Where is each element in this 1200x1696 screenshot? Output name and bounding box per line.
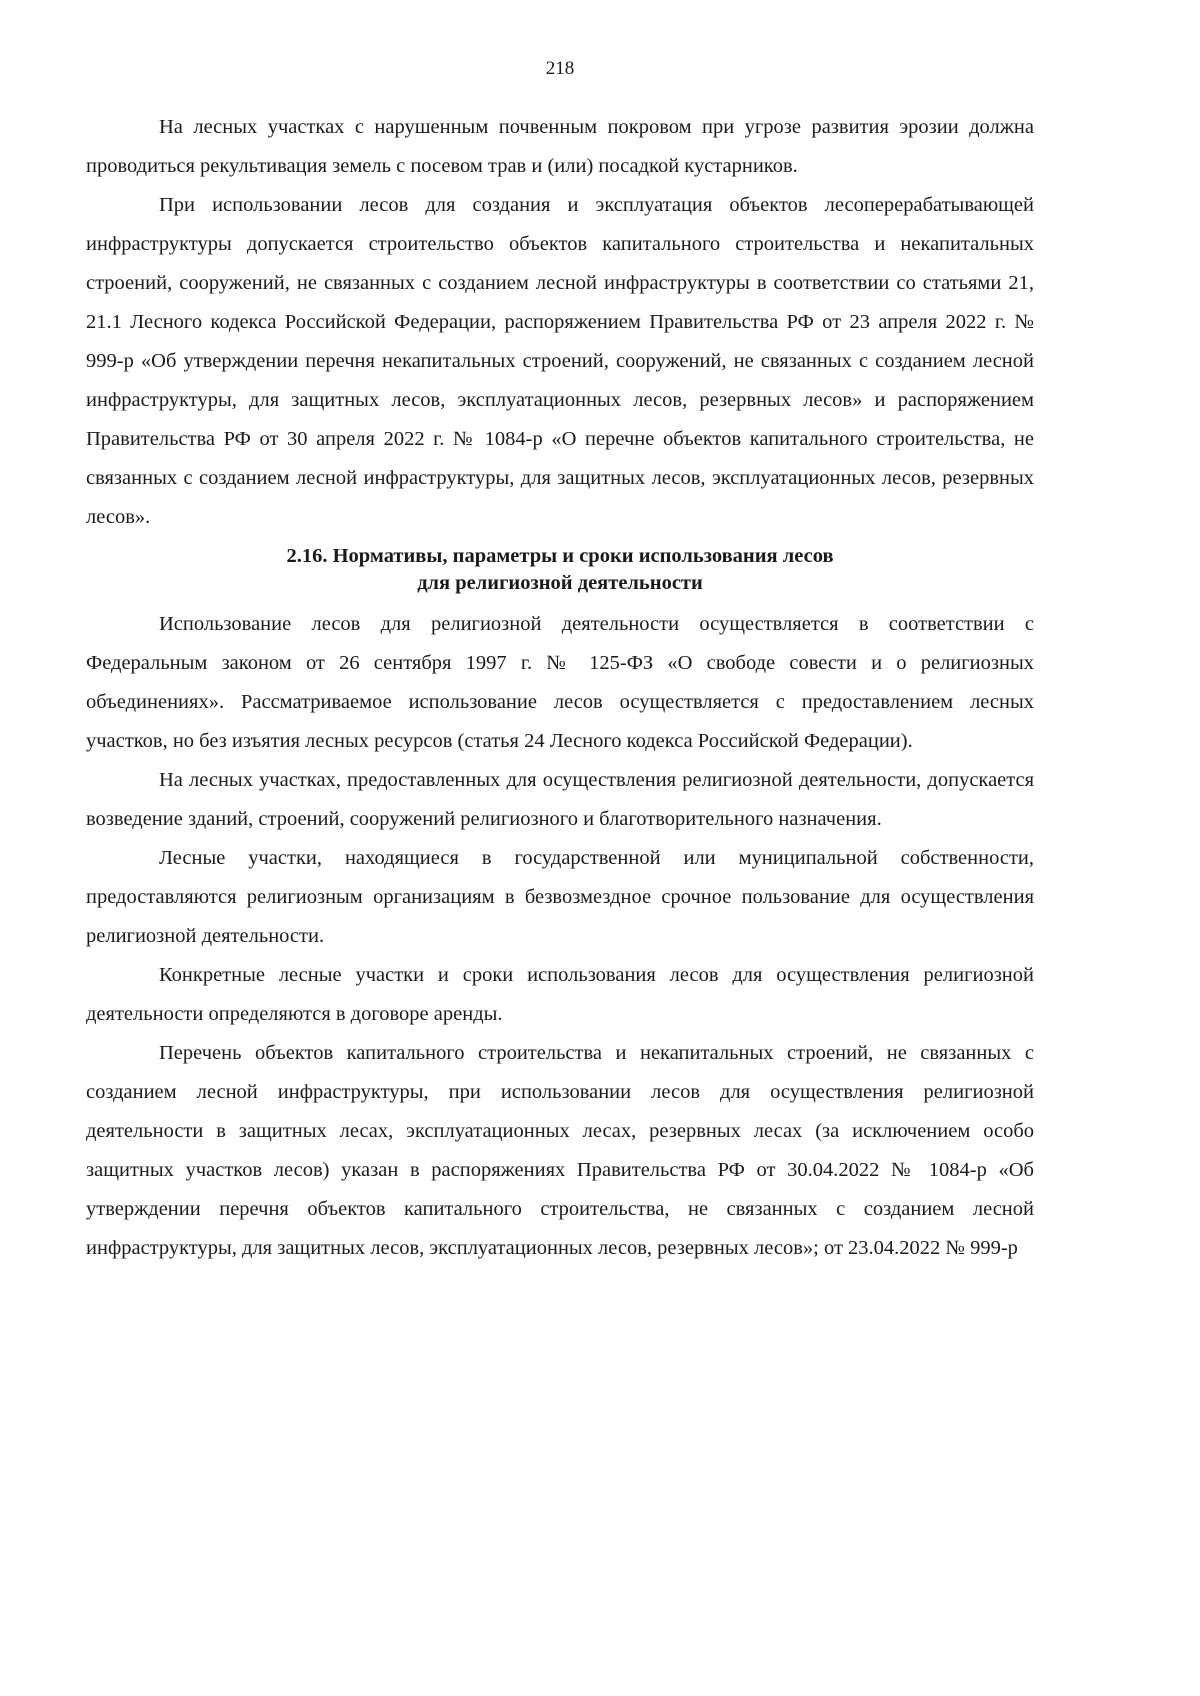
paragraph-religious-use-basis: Использование лесов для религиозной деятельности осуществляется в соответствии с Федеральным законом от 26 сентября 1997 г. № 125-ФЗ «О свободе совести и о религиозных объединениях». Рассматриваемое использование лесов осуществляется с предоставлением лесных участков, но без изъятия лесных ресурсов (статья 24 Лесного кодекса Российской Федерации). (86, 613, 1034, 752)
paragraph-reclamation: На лесных участках с нарушенным почвенным покровом при угрозе развития эрозии должна проводиться рекультивация земель с посевом трав и (или) посадкой кустарников. (86, 116, 1034, 177)
section-heading-line-1: 2.16. Нормативы, параметры и сроки использования лесов (286, 545, 834, 567)
document-body (86, 108, 1034, 1268)
page-number: 218 (545, 58, 575, 79)
paragraph-permitted-construction: На лесных участках, предоставленных для осуществления религиозной деятельности, допускается возведение зданий, строений, сооружений религиозного и благотворительного назначения. (86, 769, 1034, 830)
paragraph-processing-infrastructure: При использовании лесов для создания и эксплуатация объектов лесоперерабатывающей инфраструктуры допускается строительство объектов капитального строительства и некапитальных строений, сооружений, не связанных с созданием лесной инфраструктуры в соответствии со статьями 21, 21.1 Лесного кодекса Российской Федерации, распоряжением Правительства РФ от 23 апреля 2022 г. № 999-р «Об утверждении перечня некапитальных строений, сооружений, не связанных с созданием лесной инфраструктуры, для защитных лесов, эксплуатационных лесов, резервных лесов» и распоряжением Правительства РФ от 30 апреля 2022 г. № 1084-р «О перечне объектов капитального строительства, не связанных с созданием лесной инфраструктуры, для защитных лесов, эксплуатационных лесов, резервных лесов». (86, 194, 1034, 528)
paragraph-objects-list: Перечень объектов капитального строительства и некапитальных строений, не связанных с созданием лесной инфраструктуры, при использовании лесов для осуществления религиозной деятельности в защитных лесах, эксплуатационных лесах, резервных лесах (за исключением особо защитных участков лесов) указан в распоряжениях Правительства РФ от 30.04.2022 № 1084-р «Об утверждении перечня объектов капитального строительства, не связанных с созданием лесной инфраструктуры, для защитных лесов, эксплуатационных лесов, резервных лесов»; от 23.04.2022 № 999-р (86, 1042, 1034, 1259)
section-heading-line-2: для религиозной деятельности (417, 572, 703, 594)
paragraph-free-use: Лесные участки, находящиеся в государственной или муниципальной собственности, предоставляются религиозным организациям в безвозмездное срочное пользование для осуществления религиозной деятельности. (86, 847, 1034, 947)
section-heading (86, 543, 1034, 597)
paragraph-lease-terms: Конкретные лесные участки и сроки использования лесов для осуществления религиозной деятельности определяются в договоре аренды. (86, 964, 1034, 1025)
